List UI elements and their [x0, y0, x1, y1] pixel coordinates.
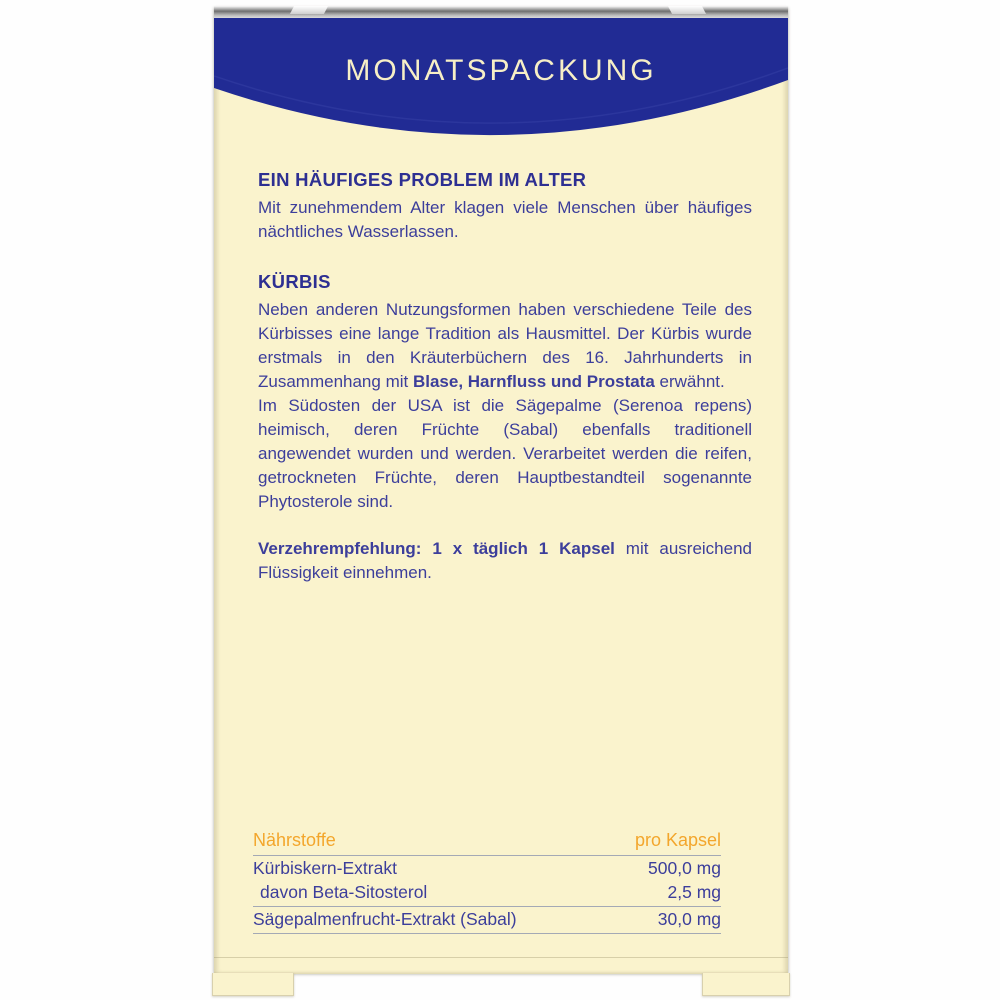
body-text: mit ausreichend Flüssigkeit einnehmen.: [258, 539, 752, 582]
paragraph-problem: [258, 196, 752, 244]
nutrients-column-header: Nährstoffe: [253, 830, 336, 850]
table-row: [253, 907, 721, 931]
pack-size-title: MONATSPACKUNG: [345, 54, 657, 87]
nutrient-label: Kürbiskern-Extrakt: [253, 858, 397, 878]
paragraph-kuerbis-tradition: [258, 298, 752, 394]
product-box-back: [214, 8, 788, 974]
body-text: erwähnt.: [654, 372, 725, 391]
table-row: [253, 880, 721, 904]
body-text: Neben anderen Nutzungsformen haben verschiedene Teile des Kürbisses eine lange Tradition als Hausmittel. Der Kürbis wurde erstmals in den Kräuterbüchern des 16. Jahrhunderts in Zusammenhang mit: [258, 300, 752, 391]
flap-notch-left: [290, 6, 328, 14]
table-row: [253, 856, 721, 880]
nutrient-value: 500,0 mg: [648, 858, 721, 878]
table-header-row: [253, 829, 721, 851]
table-body: [253, 856, 721, 934]
box-bottom-tab-left: [212, 973, 294, 996]
table-rule: [253, 933, 721, 934]
header-band: [214, 18, 788, 150]
section-heading-kuerbis: KÜRBIS: [258, 271, 331, 292]
body-text: Im Südosten der USA ist die Sägepalme (Serenoa repens) heimisch, deren Früchte (Sabal) ebenfalls traditionell angewendet wurden und werden. Verarbeitet werden die reifen, getrockneten Früchte, deren Hauptbestandteil sogenannte Phytosterole sind.: [258, 396, 752, 511]
per-capsule-column-header: pro Kapsel: [634, 830, 721, 850]
nutrition-table: [253, 829, 721, 934]
info-text-area: [258, 168, 752, 585]
emphasized-text: Blase, Harnfluss und Prostata: [412, 372, 655, 391]
nutrient-value: 30,0 mg: [657, 909, 721, 929]
box-bottom-crease: [214, 957, 788, 958]
table-rule: [253, 906, 721, 907]
table-rule: [253, 855, 721, 856]
body-text: Mit zunehmendem Alter klagen viele Menschen über häufiges nächtliches Wasserlassen.: [258, 198, 752, 241]
paragraph-saegepalme: [258, 394, 752, 514]
flap-notch-right: [668, 6, 706, 14]
section-heading-problem: EIN HÄUFIGES PROBLEM IM ALTER: [258, 169, 587, 190]
nutrient-label: davon Beta-Sitosterol: [260, 882, 428, 902]
nutrient-label: Sägepalmenfrucht-Extrakt (Sabal): [253, 909, 517, 929]
emphasized-text: Verzehrempfehlung: 1 x täglich 1 Kapsel: [258, 539, 615, 558]
dosage-paragraph: [258, 537, 752, 585]
box-bottom-tab-right: [702, 973, 790, 996]
nutrient-value: 2,5 mg: [667, 882, 721, 902]
